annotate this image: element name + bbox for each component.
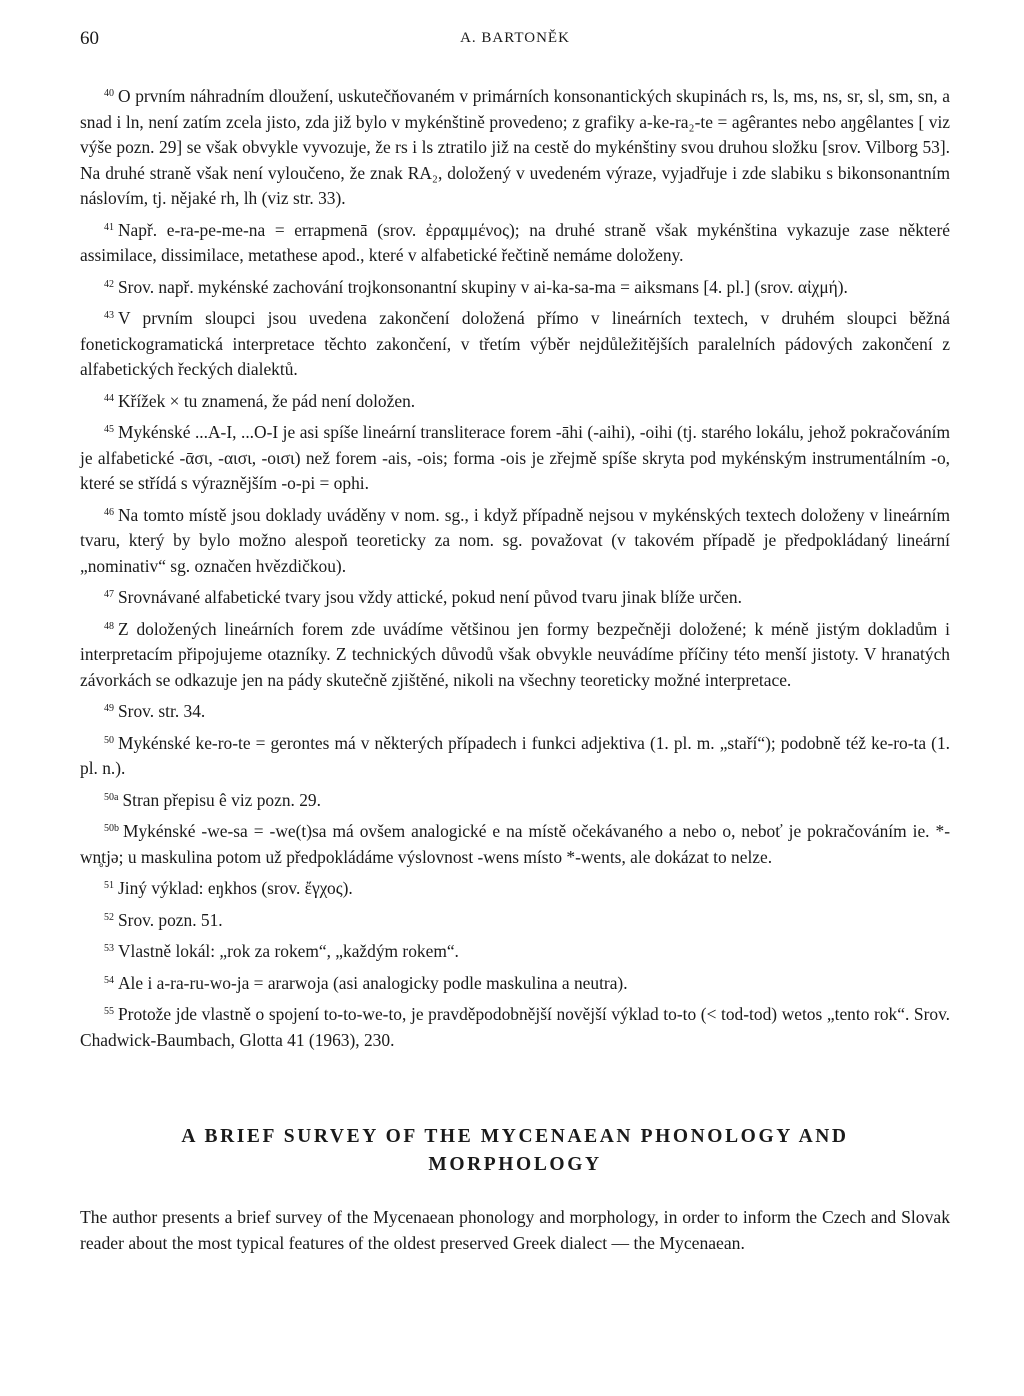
footnote — [80, 389, 950, 415]
footnote-text: Srov. str. 34. — [118, 701, 206, 721]
page-number: 60 — [80, 28, 99, 49]
footnote-text: Křížek × tu znamená, že pád není doložen. — [118, 390, 416, 411]
footnote-text: Srovnávané alfabetické tvary jsou vždy attické, pokud není původ tvaru jinak blíže určen. — [118, 587, 742, 607]
running-head: A. BARTONĚK — [460, 30, 570, 46]
footnote-text: V prvním sloupci jsou uvedena zakončení doložená přímo v lineárních textech, v druhém sloupci běžná fonetickogramatická interpretace těchto zakončení, v třetím výběr nejdůležitějších paralelních pádových zakončení z alfabetických řeckých dialektů. — [80, 308, 950, 379]
footnote-text: Na tomto místě jsou doklady uváděny v nom. sg., i když případně nejsou v mykénských textech doloženy v lineárním tvaru, který by bylo možno alespoň teoreticky za nom. sg. považovat (v takovém případě je předpokládaný lineární „nominativ“ sg. označen hvězdičkou). — [80, 504, 950, 576]
footnote-number: 50a — [104, 791, 119, 803]
summary-text: The author presents a brief survey of the Mycenaean phonology and morphology, in order to inform the Czech and Slovak reader about the most typical features of the oldest preserved Greek dialect — the Mycenaean. — [80, 1207, 950, 1253]
footnote — [80, 585, 950, 611]
footnote-text: Stran přepisu ê viz pozn. 29. — [122, 789, 321, 810]
footnote — [80, 699, 950, 725]
footnote — [80, 1002, 950, 1053]
footnote-number: 40 — [104, 88, 114, 99]
footnote-number: 45 — [104, 424, 114, 435]
footnote — [80, 876, 950, 902]
footnote-text: Srov. např. mykénské zachování trojkonsonantní skupiny v ai-ka-sa-ma = aiksmans [4. pl.] (srov. αἰχμή). — [118, 276, 848, 297]
summary-title — [80, 1123, 950, 1179]
footnote-number: 46 — [104, 506, 114, 518]
footnote-number: 50 — [104, 734, 114, 746]
footnote-number: 50b — [104, 823, 119, 834]
footnote — [80, 939, 950, 965]
footnote-number: 49 — [104, 703, 114, 714]
summary-title-line: A BRIEF SURVEY OF THE MYCENAEAN PHONOLOGY AND — [181, 1126, 849, 1147]
footnote-text: O prvním náhradním dloužení, uskutečňovaném v primárních konsonantických skupinách rs, ls, ms, ns, sr, sl, sm, sn, a snad i ln, není zatím zcela jisto, zda již bylo v mykénštině provedeno; z grafiky a-ke-ra₂-te = agêrantes nebo aŋgêlantes [ viz výše pozn. 29] se však obvykle vyvozuje, že rs i ls ztratilo již na cestě do mykénštiny svou druhou složku [srov. Vilborg 53]. Na druhé straně však není vyloučeno, že znak RA₂, doložený v uvedeném výraze, vyjadřuje i zde slabiku s bikonsonantním náslovím, tj. nějaké rh, lh (viz str. 33). — [80, 86, 950, 208]
footnote-text: Protože jde vlastně o spojení to-to-we-to, je pravděpodobnější novější výklad to-to (< tod-tod) wetos „tento rok“. Srov. Chadwick-Baumbach, Glotta 41 (1963), 230. — [80, 1004, 950, 1050]
footnote — [80, 971, 950, 997]
footnote-text: Mykénské -we-sa = -we(t)sa má ovšem analogické e na místě očekávaného a nebo o, neboť je pokračováním ie. *-wn̥tjə; u maskulina potom už předpokládáme výslovnost -wens místo *-wents, ale dokázat to nelze. — [80, 821, 950, 867]
footnote-text: Jiný výklad: eŋkhos (srov. ἔγχος). — [118, 878, 353, 898]
footnote-text: Vlastně lokál: „rok za rokem“, „každým rokem“. — [118, 941, 459, 961]
footnote-text: Srov. pozn. 51. — [118, 909, 223, 930]
page-header — [80, 28, 950, 58]
footnote-text: Z doložených lineárních forem zde uvádíme většinou jen formy bezpečněji doložené; k méně jistým dokladům i interpretacím připojujeme otazníky. Z technických důvodů však obvykle neuvádíme příčiny této menší jistoty. V hranatých závorkách se odkazuje jen na pády skutečně zjištěné, nikoli na všechny teoreticky možné interpretace. — [80, 618, 950, 690]
footnote — [80, 908, 950, 934]
footnote-number: 47 — [104, 589, 114, 600]
english-summary — [80, 1123, 950, 1256]
footnote-number: 43 — [104, 310, 114, 321]
footnote-number: 52 — [104, 911, 114, 923]
footnote-number: 54 — [104, 974, 114, 986]
footnote — [80, 503, 950, 580]
footnote — [80, 788, 950, 814]
footnote — [80, 218, 950, 269]
footnote — [80, 420, 950, 497]
footnote-number: 41 — [104, 221, 114, 233]
footnote — [80, 84, 950, 212]
footnotes — [80, 84, 950, 1053]
footnote-number: 44 — [104, 392, 114, 404]
footnote-text: Např. e-ra-pe-me-na = errapmenā (srov. ἐρραμμένος); na druhé straně však mykénština vykazuje zase některé assimilace, dissimilace, metathese apod., které v alfabetické řečtině nemáme doloženy. — [80, 219, 950, 265]
footnote-number: 55 — [104, 1006, 114, 1017]
footnote-number: 48 — [104, 620, 114, 632]
document-page — [80, 28, 950, 1256]
summary-title-line: MORPHOLOGY — [428, 1154, 602, 1175]
footnote — [80, 275, 950, 301]
footnote-number: 42 — [104, 278, 114, 290]
footnote-text: Ale i a-ra-ru-wo-ja = ararwoja (asi analogicky podle maskulina a neutra). — [118, 972, 628, 993]
footnote-text: Mykénské ...A-I, ...O-I je asi spíše lineární transliterace forem -āhi (-aihi), -oihi (tj. starého lokálu, jehož pokračováním je alfabetické -ᾱσι, -αισι, -οισι) než forem -ais, -ois; forma -ois je zřejmě spíše skryta pod mykénským instrumentálním -o, které se střídá s výraznějším -o-pi = ophi. — [80, 422, 950, 493]
footnote-text: Mykénské ke-ro-te = gerontes má v některých případech i funkci adjektiva (1. pl. m. „staří“); podobně též ke-ro-ta (1. pl. n.). — [80, 732, 950, 778]
footnote — [80, 617, 950, 694]
footnote-number: 51 — [104, 880, 114, 891]
footnote — [80, 731, 950, 782]
footnote — [80, 819, 950, 870]
footnote — [80, 306, 950, 383]
footnote-number: 53 — [104, 943, 114, 954]
